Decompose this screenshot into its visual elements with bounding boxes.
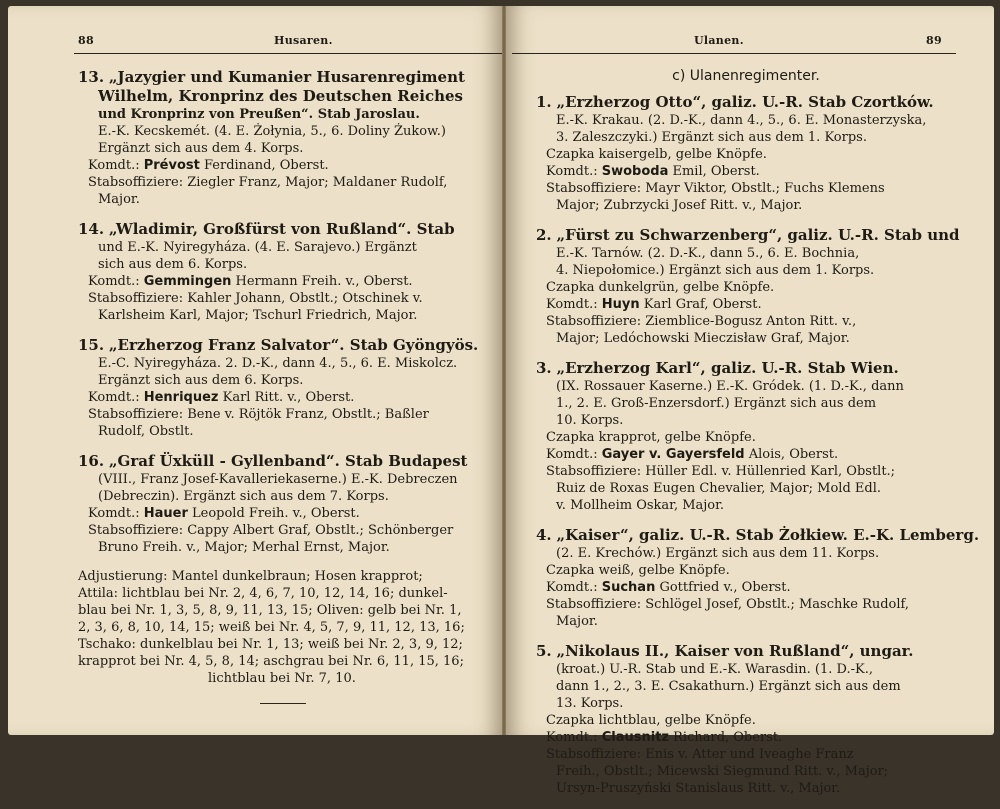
entry-line: 1., 2. E. Groß-Enzersdorf.) Ergänzt sich aus dem [556, 396, 877, 411]
kommandant-line: Komdt.: Hauer Leopold Freih. v., Oberst. [88, 506, 360, 521]
entry-line: E.-K. Krakau. (2. D.-K., dann 4., 5., 6. E. Monasterzyska, [556, 113, 927, 128]
kommandant-line: Komdt.: Swoboda Emil, Oberst. [546, 164, 760, 179]
staff-officers-line: v. Mollheim Oskar, Major. [556, 498, 725, 513]
uniform-line: 2, 3, 6, 8, 10, 14, 15; weiß bei Nr. 4, 5, 7, 9, 11, 12, 13, 16; [78, 620, 465, 635]
staff-officers-line: Karlsheim Karl, Major; Tschurl Friedrich, Major. [98, 308, 418, 323]
uniform-line: lichtblau bei Nr. 7, 10. [208, 671, 356, 686]
regiment-entry [536, 642, 956, 797]
staff-officers-line: Stabsoffiziere: Mayr Viktor, Obstlt.; Fuchs Klemens [546, 181, 885, 196]
staff-officers-line: Stabsoffiziere: Schlögel Josef, Obstlt.; Maschke Rudolf, [546, 597, 910, 612]
staff-officers-line: Rudolf, Obstlt. [98, 424, 194, 439]
page-content [536, 68, 980, 809]
kommandant-line: Komdt.: Henriquez Karl Ritt. v., Oberst. [88, 390, 355, 405]
kommandant-line: Komdt.: Huyn Karl Graf, Oberst. [546, 297, 762, 312]
entry-line: (IX. Rossauer Kaserne.) E.-K. Gródek. (1. D.-K., dann [556, 379, 904, 394]
staff-officers-line: Stabsoffiziere: Ziegler Franz, Major; Maldaner Rudolf, [88, 175, 448, 190]
page-number: 89 [926, 34, 942, 47]
staff-officers-line: Freih., Obstlt.; Micewski Siegmund Ritt. v., Major; [556, 764, 889, 779]
entry-line: sich aus dem 6. Korps. [98, 257, 248, 272]
staff-officers-line: Stabsoffiziere: Hüller Edl. v. Hüllenried Karl, Obstlt.; [546, 464, 896, 479]
right-page [506, 6, 994, 796]
regiment-entry [78, 452, 508, 556]
regiment-heading: 1. „Erzherzog Otto“, galiz. U.-R. Stab Czortków. [536, 93, 934, 111]
staff-officers-line: Ruiz de Roxas Eugen Chevalier, Major; Mold Edl. [556, 481, 881, 496]
uniform-notes [78, 568, 508, 687]
uniform-line: Attila: lichtblau bei Nr. 2, 4, 6, 7, 10, 12, 14, 16; dunkel- [78, 586, 448, 601]
regiment-entry [536, 93, 956, 214]
entry-line: und Kronprinz von Preußen“. Stab Jaroslau. [98, 107, 420, 122]
left-page [8, 6, 502, 735]
czapka-line: Czapka dunkelgrün, gelbe Knöpfe. [546, 280, 775, 295]
staff-officers-line: Stabsoffiziere: Cappy Albert Graf, Obstlt.; Schönberger [88, 523, 454, 538]
entry-line: Wilhelm, Kronprinz des Deutschen Reiches [98, 87, 464, 105]
regiment-entry [78, 336, 508, 440]
entry-line: Ergänzt sich aus dem 4. Korps. [98, 141, 304, 156]
staff-officers-line: Ursyn-Pruszyński Stanislaus Ritt. v., Major. [556, 781, 841, 796]
entry-line: 3. Zaleszczyki.) Ergänzt sich aus dem 1. Korps. [556, 130, 867, 145]
entry-line: E.-K. Tarnów. (2. D.-K., dann 5., 6. E. Bochnia, [556, 246, 860, 261]
staff-officers-line: Stabsoffiziere: Kahler Johann, Obstlt.; Otschinek v. [88, 291, 423, 306]
uniform-line: blau bei Nr. 1, 3, 5, 8, 9, 11, 13, 15; Oliven: gelb bei Nr. 1, [78, 603, 462, 618]
regiment-entry [536, 359, 956, 514]
header-rule [512, 53, 956, 54]
regiment-heading: 2. „Fürst zu Schwarzenberg“, galiz. U.-R. Stab und [536, 226, 960, 244]
staff-officers-line: Stabsoffiziere: Ziemblice-Bogusz Anton Ritt. v., [546, 314, 857, 329]
entry-line: 10. Korps. [556, 413, 624, 428]
regiment-heading: 14. „Wladimir, Großfürst von Rußland“. Stab [78, 220, 455, 238]
uniform-line: krapprot bei Nr. 4, 5, 8, 14; aschgrau bei Nr. 6, 11, 15, 16; [78, 654, 464, 669]
kommandant-line: Komdt.: Suchan Gottfried v., Oberst. [546, 580, 791, 595]
kommandant-line: Komdt.: Gayer v. Gayersfeld Alois, Oberst. [546, 447, 839, 462]
running-title: Ulanen. [694, 34, 744, 47]
section-end-rule [260, 703, 306, 704]
section-title: c) Ulanenregimenter. [672, 68, 820, 84]
entry-line: Ergänzt sich aus dem 6. Korps. [98, 373, 304, 388]
entry-line: (kroat.) U.-R. Stab und E.-K. Warasdin. (1. D.-K., [556, 662, 873, 677]
staff-officers-line: Major. [556, 614, 598, 629]
regiment-heading: 15. „Erzherzog Franz Salvator“. Stab Gyöngyös. [78, 336, 479, 354]
regiment-heading: 5. „Nikolaus II., Kaiser von Rußland“, ungar. [536, 642, 914, 660]
uniform-line: Tschako: dunkelblau bei Nr. 1, 13; weiß bei Nr. 2, 3, 9, 12; [78, 637, 463, 652]
entry-line: (Debreczin). Ergänzt sich aus dem 7. Korps. [98, 489, 389, 504]
entry-line: E.-K. Kecskemét. (4. E. Żołynia, 5., 6. Doliny Żukow.) [98, 124, 446, 139]
staff-officers-line: Major; Ledóchowski Mieczisław Graf, Major. [556, 331, 850, 346]
regiment-heading: 3. „Erzherzog Karl“, galiz. U.-R. Stab Wien. [536, 359, 899, 377]
entry-line: E.-C. Nyiregyháza. 2. D.-K., dann 4., 5., 6. E. Miskolcz. [98, 356, 458, 371]
czapka-line: Czapka lichtblau, gelbe Knöpfe. [546, 713, 756, 728]
kommandant-line: Komdt.: Prévost Ferdinand, Oberst. [88, 158, 329, 173]
entry-line: 4. Niepołomice.) Ergänzt sich aus dem 1. Korps. [556, 263, 875, 278]
page-number: 88 [78, 34, 94, 47]
page-content [78, 68, 508, 704]
header-rule [74, 53, 502, 54]
kommandant-line: Komdt.: Clausnitz Richard, Oberst. [546, 730, 783, 745]
staff-officers-line: Major. [98, 192, 140, 207]
regiment-heading: 16. „Graf Üxküll - Gyllenband“. Stab Budapest [78, 452, 468, 470]
czapka-line: Czapka weiß, gelbe Knöpfe. [546, 563, 730, 578]
entry-line: (VIII., Franz Josef-Kavalleriekaserne.) E.-K. Debreczen [98, 472, 458, 487]
entry-line: dann 1., 2., 3. E. Csakathurn.) Ergänzt sich aus dem [556, 679, 901, 694]
regiment-entry [536, 226, 960, 347]
staff-officers-line: Stabsoffiziere: Bene v. Röjtök Franz, Obstlt.; Baßler [88, 407, 429, 422]
uniform-line: Adjustierung: Mantel dunkelbraun; Hosen krapprot; [78, 569, 423, 584]
regiment-entry [78, 68, 508, 208]
kommandant-line: Komdt.: Gemmingen Hermann Freih. v., Oberst. [88, 274, 413, 289]
regiment-entry [78, 220, 508, 324]
regiment-heading: 4. „Kaiser“, galiz. U.-R. Stab Żołkiew. E.-K. Lemberg. [536, 526, 980, 544]
staff-officers-line: Major; Zubrzycki Josef Ritt. v., Major. [556, 198, 803, 213]
entry-line: (2. E. Krechów.) Ergänzt sich aus dem 11. Korps. [556, 546, 880, 561]
czapka-line: Czapka krapprot, gelbe Knöpfe. [546, 430, 756, 445]
czapka-line: Czapka kaisergelb, gelbe Knöpfe. [546, 147, 767, 162]
regiment-heading: 13. „Jazygier und Kumanier Husarenregiment [78, 68, 465, 86]
regiment-entry [536, 526, 980, 630]
running-title: Husaren. [274, 34, 333, 47]
staff-officers-line: Bruno Freih. v., Major; Merhal Ernst, Major. [98, 540, 390, 555]
entry-line: und E.-K. Nyiregyháza. (4. E. Sarajevo.) Ergänzt [98, 240, 417, 255]
entry-line: 13. Korps. [556, 696, 624, 711]
staff-officers-line: Stabsoffiziere: Enis v. Atter und Iveaghe Franz [546, 747, 854, 762]
